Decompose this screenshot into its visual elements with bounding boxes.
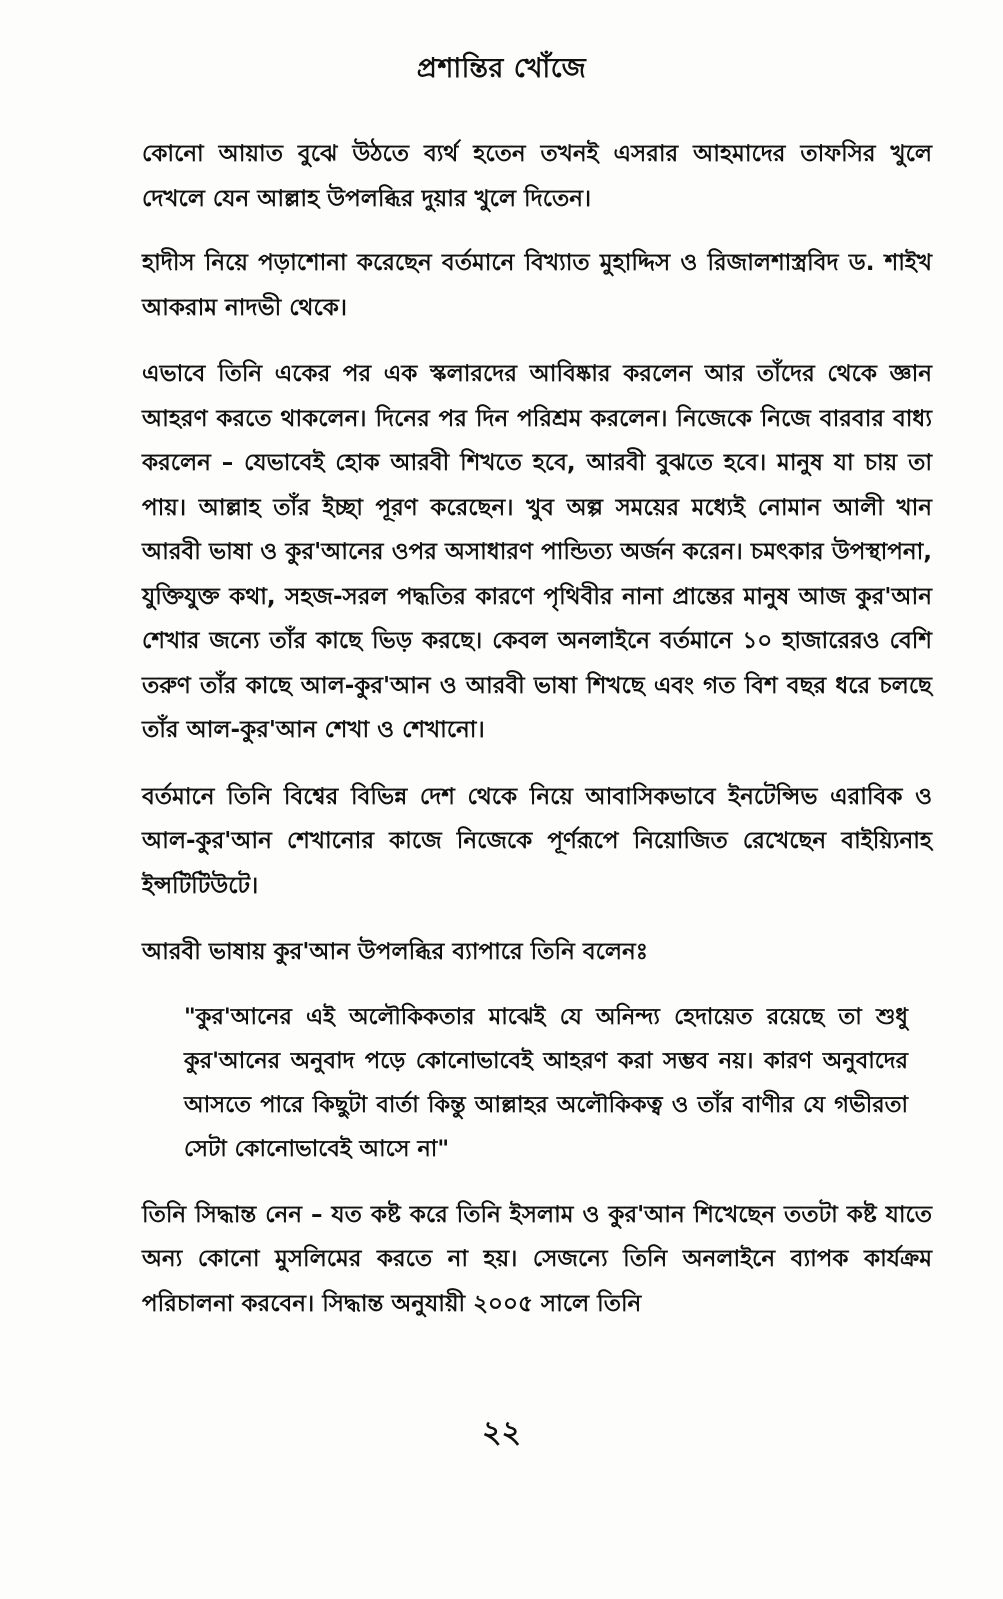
page-number: ২২ — [481, 1415, 521, 1450]
paragraph-hadith-study: হাদীস নিয়ে পড়াশোনা করেছেন বর্তমানে বিখ্যাত মুহাদ্দিস ও রিজালশাস্ত্রবিদ ড. শাইখ আকরাম নাদভী থেকে। — [142, 250, 932, 321]
paragraph-learning-journey: এভাবে তিনি একের পর এক স্কলারদের আবিষ্কার করলেন আর তাঁদের থেকে জ্ঞান আহরণ করতে থাকলেন। দিনের পর দিন পরিশ্রম করলেন। নিজেকে নিজে বারবার বাধ্য করলেন – যেভাবেই হোক আরবী শিখতে হবে, আরবী বুঝতে হবে। মানুষ যা চায় তা পায়। আল্লাহ তাঁর ইচ্ছা পূরণ করেছেন। খুব অল্প সময়ের মধ্যেই নোমান আলী খান আরবী ভাষা ও কুর'আনের ওপর অসাধারণ পান্ডিত্য অর্জন করেন। চমৎকার উপস্থাপনা, যুক্তিযুক্ত কথা, সহজ-সরল পদ্ধতির কারণে পৃথিবীর নানা প্রান্তের মানুষ আজ কুর'আন শেখার জন্যে তাঁর কাছে ভিড় করছে। কেবল অনলাইনে বর্তমানে ১০ হাজারেরও বেশি তরুণ তাঁর কাছে আল-কুর'আন ও আরবী ভাষা শিখছে এবং গত বিশ বছর ধরে চলছে তাঁর আল-কুর'আন শেখা ও শেখানো। — [142, 361, 932, 743]
paragraph-bayyinah-institute: বর্তমানে তিনি বিশ্বের বিভিন্ন দেশ থেকে নিয়ে আবাসিকভাবে ইনটেন্সিভ এরাবিক ও আল-কুর'আন শেখানোর কাজে নিজেকে পূর্ণরূপে নিয়োজিত রেখেছেন বাইয়্যিনাহ ইন্সটিটিউটে। — [142, 783, 932, 899]
paragraph-tafsir: কোনো আয়াত বুঝে উঠতে ব্যর্থ হতেন তখনই এসরার আহমাদের তাফসির খুলে দেখলে যেন আল্লাহ উপলব্ধির দুয়ার খুলে দিতেন। — [142, 141, 932, 212]
paragraph-quote-intro: আরবী ভাষায় কুর'আন উপলব্ধির ব্যাপারে তিনি বলেনঃ — [142, 939, 648, 965]
running-header-title: প্রশান্তির খোঁজে — [416, 53, 587, 84]
paragraph-decision: তিনি সিদ্ধান্ত নেন – যত কষ্ট করে তিনি ইসলাম ও কুর'আন শিখেছেন ততটা কষ্ট যাতে অন্য কোনো মুসলিমের করতে না হয়। সেজন্যে তিনি অনলাইনে ব্যাপক কার্যক্রম পরিচালনা করবেন। সিদ্ধান্ত অনুযায়ী ২০০৫ সালে তিনি — [142, 1201, 932, 1317]
block-quote: "কুর'আনের এই অলৌকিকতার মাঝেই যে অনিন্দ্য হেদায়েত রয়েছে তা শুধু কুর'আনের অনুবাদ পড়ে কোনোভাবেই আহরণ করা সম্ভব নয়। কারণ অনুবাদের আসতে পারে কিছুটা বার্তা কিন্তু আল্লাহর অলৌকিকত্ব ও তাঁর বাণীর যে গভীরতা সেটা কোনোভাবেই আসে না" — [184, 1003, 908, 1162]
page-body — [142, 132, 932, 1348]
